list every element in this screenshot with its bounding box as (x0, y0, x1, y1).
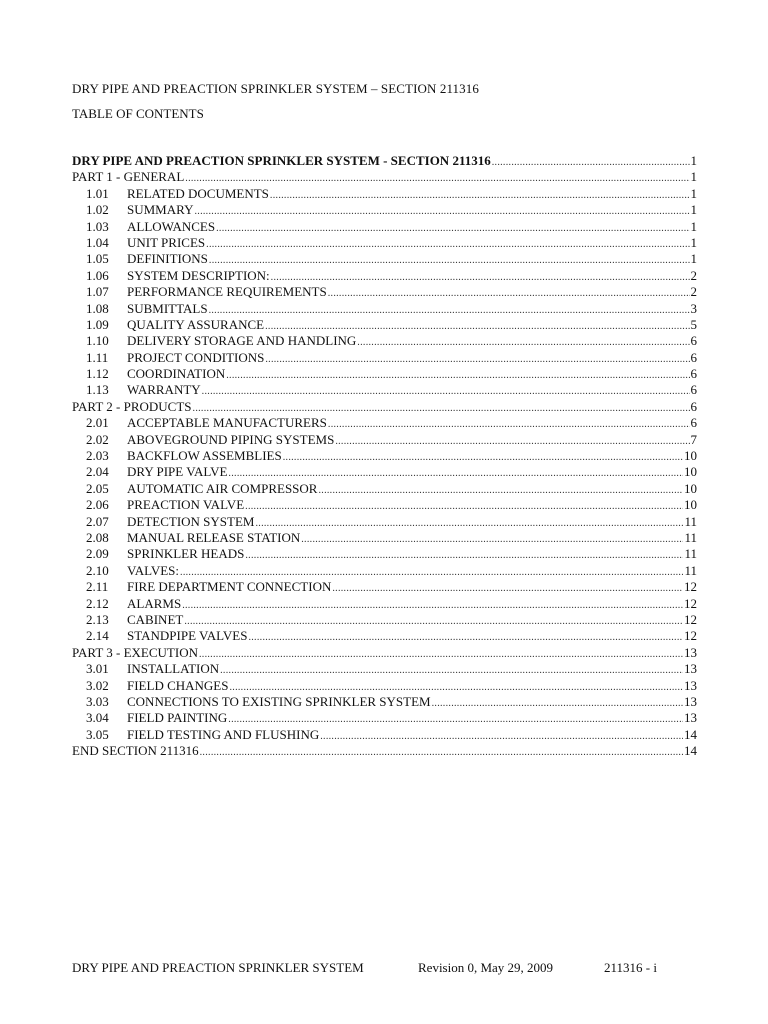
toc-entry[interactable] (72, 268, 697, 284)
toc-entry-page: 12 (684, 628, 697, 644)
toc-entry-page: 6 (690, 366, 697, 382)
toc-entry-number: 2.11 (86, 579, 109, 595)
toc-dot-leader (248, 630, 683, 644)
toc-dot-leader (320, 729, 683, 743)
toc-entry[interactable] (72, 235, 697, 251)
toc-entry-number: 3.03 (86, 693, 109, 709)
toc-entry-number: 2.04 (86, 464, 109, 480)
toc-dot-leader (318, 483, 683, 497)
toc-entry-page: 14 (684, 726, 697, 742)
toc-entry-label: ACCEPTABLE MANUFACTURERS (127, 415, 327, 431)
toc-dot-leader (265, 352, 689, 366)
toc-entry-page: 6 (690, 415, 697, 431)
toc-dot-leader (228, 712, 683, 726)
toc-entry-label: FIELD TESTING AND FLUSHING (127, 726, 320, 742)
toc-entry[interactable] (72, 743, 697, 759)
toc-entry-label: QUALITY ASSURANCE (127, 316, 265, 332)
toc-dot-leader (245, 548, 683, 562)
toc-entry-label: PERFORMANCE REQUIREMENTS (127, 284, 327, 300)
toc-entry-number: 1.12 (86, 366, 109, 382)
toc-entry-label: SUBMITTALS (127, 300, 208, 316)
toc-heading: TABLE OF CONTENTS (72, 106, 204, 121)
toc-entry[interactable] (72, 399, 697, 415)
toc-entry-number: 1.05 (86, 251, 109, 267)
toc-entry-label: ALARMS (127, 595, 182, 611)
toc-dot-leader (184, 614, 683, 628)
toc-entry-page: 1 (690, 202, 697, 218)
toc-entry-label: RELATED DOCUMENTS (127, 185, 269, 201)
toc-entry-label: PART 2 - PRODUCTS (72, 398, 192, 414)
toc-entry-label: DETECTION SYSTEM (127, 513, 255, 529)
toc-entry-label: FIELD CHANGES (127, 677, 229, 693)
toc-entry[interactable] (72, 661, 697, 677)
toc-entry-page: 11 (684, 562, 697, 578)
toc-entry-number: 2.03 (86, 448, 109, 464)
toc-entry[interactable] (72, 448, 697, 464)
toc-entry-number: 1.11 (86, 349, 109, 365)
toc-dot-leader (202, 384, 690, 398)
toc-dot-leader (332, 581, 683, 595)
toc-entry[interactable] (72, 579, 697, 595)
toc-entry-page: 13 (684, 710, 697, 726)
toc-entry-label: SUMMARY (127, 202, 194, 218)
toc-entry-page: 13 (684, 644, 697, 660)
toc-entry-page: 14 (684, 743, 697, 759)
toc-entry-label: DEFINITIONS (127, 251, 208, 267)
toc-entry-label: FIRE DEPARTMENT CONNECTION (127, 579, 332, 595)
toc-dot-leader (199, 647, 683, 661)
toc-entry-page: 1 (690, 251, 697, 267)
toc-dot-leader (182, 598, 683, 612)
toc-entry-page: 1 (690, 218, 697, 234)
toc-entry[interactable] (72, 317, 697, 333)
toc-entry-label: INSTALLATION (127, 661, 220, 677)
toc-entry[interactable] (72, 382, 697, 398)
toc-entry-label: CABINET (127, 611, 184, 627)
toc-entry[interactable] (72, 366, 697, 382)
toc-entry[interactable] (72, 333, 697, 349)
toc-entry-page: 11 (684, 529, 697, 545)
footer-revision: Revision 0, May 29, 2009 (418, 960, 554, 975)
toc-dot-leader (255, 516, 683, 530)
toc-entry[interactable] (72, 432, 697, 448)
toc-entry-label: DELIVERY STORAGE AND HANDLING (127, 333, 357, 349)
toc-dot-leader (206, 237, 689, 251)
toc-entry-page: 1 (690, 185, 697, 201)
toc-entry-page: 1 (690, 169, 697, 185)
toc-entry-number: 3.04 (86, 710, 109, 726)
toc-entry-label: STANDPIPE VALVES (127, 628, 248, 644)
toc-entry-label: SPRINKLER HEADS (127, 546, 245, 562)
toc-dot-leader (271, 270, 690, 284)
toc-entry-label: MANUAL RELEASE STATION (127, 529, 301, 545)
toc-entry-number: 2.14 (86, 628, 109, 644)
toc-entry-label: END SECTION 211316 (72, 743, 199, 759)
toc-entry[interactable] (72, 727, 697, 743)
toc-entry-label: FIELD PAINTING (127, 710, 228, 726)
toc-entry-page: 12 (684, 611, 697, 627)
toc-entry-number: 2.01 (86, 415, 109, 431)
toc-entry-page: 13 (684, 677, 697, 693)
toc-entry-number: 3.05 (86, 726, 109, 742)
toc-entry-label: SYSTEM DESCRIPTION: (127, 267, 270, 283)
toc-entry-page: 6 (690, 398, 697, 414)
toc-entry-label: DRY PIPE VALVE (127, 464, 228, 480)
toc-entry-number: 1.04 (86, 234, 109, 250)
toc-dot-leader (194, 204, 689, 218)
toc-entry-number: 2.13 (86, 611, 109, 627)
toc-entry-number: 1.06 (86, 267, 109, 283)
toc-entry-page: 11 (684, 513, 697, 529)
toc-entry-number: 2.05 (86, 480, 109, 496)
toc-entry[interactable] (72, 514, 697, 530)
toc-entry[interactable] (72, 710, 697, 726)
toc-entry-number: 1.07 (86, 284, 109, 300)
toc-entry-label: PART 1 - GENERAL (72, 169, 185, 185)
toc-entry[interactable] (72, 497, 697, 513)
toc-entry-label: AUTOMATIC AIR COMPRESSOR (127, 480, 318, 496)
toc-entry[interactable] (72, 596, 697, 612)
toc-entry-number: 1.01 (86, 185, 109, 201)
toc-entry[interactable] (72, 612, 697, 628)
toc-entry-number: 2.10 (86, 562, 109, 578)
toc-entry[interactable] (72, 202, 697, 218)
toc-entry-label: WARRANTY (127, 382, 201, 398)
toc-dot-leader (265, 319, 689, 333)
toc-entry-page: 13 (684, 693, 697, 709)
toc-entry-number: 2.07 (86, 513, 109, 529)
toc-entry-number: 2.12 (86, 595, 109, 611)
toc-entry-number: 1.08 (86, 300, 109, 316)
toc-entry-label: ABOVEGROUND PIPING SYSTEMS (127, 431, 335, 447)
toc-dot-leader (209, 303, 690, 317)
toc-entry-label: PROJECT CONDITIONS (127, 349, 265, 365)
toc-dot-leader (301, 532, 683, 546)
document-title: DRY PIPE AND PREACTION SPRINKLER SYSTEM – SECTION 211316 (72, 81, 479, 96)
toc-entry-page: 6 (690, 333, 697, 349)
toc-dot-leader (328, 286, 690, 300)
toc-entry-page: 2 (690, 267, 697, 283)
toc-entry[interactable] (72, 251, 697, 267)
toc-dot-leader (328, 417, 690, 431)
toc-dot-leader (283, 450, 683, 464)
toc-dot-leader (228, 466, 683, 480)
toc-entry-number: 3.02 (86, 677, 109, 693)
toc-dot-leader (432, 696, 683, 710)
toc-dot-leader (200, 745, 683, 759)
toc-entry-number: 2.06 (86, 497, 109, 513)
toc-entry-page: 3 (690, 300, 697, 316)
toc-entry-label: VALVES: (127, 562, 180, 578)
toc-entry[interactable] (72, 153, 697, 169)
toc-entry-label: UNIT PRICES (127, 234, 206, 250)
toc-entry-page: 10 (684, 497, 697, 513)
toc-entry-page: 1 (690, 153, 697, 168)
toc-entry-page: 12 (684, 579, 697, 595)
toc-entry[interactable] (72, 186, 697, 202)
toc-entry-number: 2.02 (86, 431, 109, 447)
toc-dot-leader (492, 155, 690, 169)
toc-entry[interactable] (72, 350, 697, 366)
toc-dot-leader (335, 434, 689, 448)
toc-entry[interactable] (72, 694, 697, 710)
toc-entry-number: 1.02 (86, 202, 109, 218)
toc-entry-number: 2.08 (86, 529, 109, 545)
toc-entry[interactable] (72, 546, 697, 562)
toc-entry-page: 6 (690, 349, 697, 365)
toc-entry-label: DRY PIPE AND PREACTION SPRINKLER SYSTEM - SECTION 211316 (72, 153, 491, 168)
toc-dot-leader (209, 253, 690, 267)
toc-entry-number: 2.09 (86, 546, 109, 562)
toc-entry-page: 12 (684, 595, 697, 611)
toc-dot-leader (193, 401, 690, 415)
toc-entry[interactable] (72, 284, 697, 300)
toc-entry-page: 10 (684, 464, 697, 480)
toc-entry-label: PART 3 - EXECUTION (72, 644, 198, 660)
toc-entry[interactable] (72, 481, 697, 497)
toc-dot-leader (220, 663, 683, 677)
toc-entry[interactable] (72, 645, 697, 661)
toc-dot-leader (216, 221, 689, 235)
toc-entry-page: 5 (690, 316, 697, 332)
toc-dot-leader (270, 188, 690, 202)
footer-title: DRY PIPE AND PREACTION SPRINKLER SYSTEM (72, 960, 364, 975)
toc-entry-label: ALLOWANCES (127, 218, 216, 234)
toc-entry-page: 10 (684, 480, 697, 496)
toc-entry[interactable] (72, 678, 697, 694)
toc-entry-number: 1.10 (86, 333, 109, 349)
toc-entry-page: 11 (684, 546, 697, 562)
toc-entry[interactable] (72, 301, 697, 317)
toc-entry[interactable] (72, 415, 697, 431)
toc-dot-leader (180, 565, 683, 579)
toc-entry-label: COORDINATION (127, 366, 226, 382)
toc-dot-leader (229, 680, 683, 694)
footer-page-id: 211316 - i (604, 960, 657, 975)
toc-entry-label: PREACTION VALVE (127, 497, 245, 513)
toc-entry[interactable] (72, 464, 697, 480)
toc-entry[interactable] (72, 563, 697, 579)
toc-entry-number: 1.09 (86, 316, 109, 332)
toc-entry[interactable] (72, 628, 697, 644)
toc-dot-leader (245, 499, 683, 513)
toc-entry-page: 10 (684, 448, 697, 464)
toc-entry[interactable] (72, 219, 697, 235)
table-of-contents (72, 153, 697, 759)
toc-entry-page: 7 (690, 431, 697, 447)
toc-entry[interactable] (72, 169, 697, 185)
toc-entry-page: 13 (684, 661, 697, 677)
toc-entry-number: 1.13 (86, 382, 109, 398)
toc-entry-number: 1.03 (86, 218, 109, 234)
toc-dot-leader (185, 171, 689, 185)
toc-entry[interactable] (72, 530, 697, 546)
toc-entry-page: 2 (690, 284, 697, 300)
toc-entry-page: 1 (690, 234, 697, 250)
toc-dot-leader (357, 335, 689, 349)
toc-entry-number: 3.01 (86, 661, 109, 677)
toc-entry-label: BACKFLOW ASSEMBLIES (127, 448, 282, 464)
toc-dot-leader (226, 368, 689, 382)
toc-entry-page: 6 (690, 382, 697, 398)
toc-entry-label: CONNECTIONS TO EXISTING SPRINKLER SYSTEM (127, 693, 431, 709)
